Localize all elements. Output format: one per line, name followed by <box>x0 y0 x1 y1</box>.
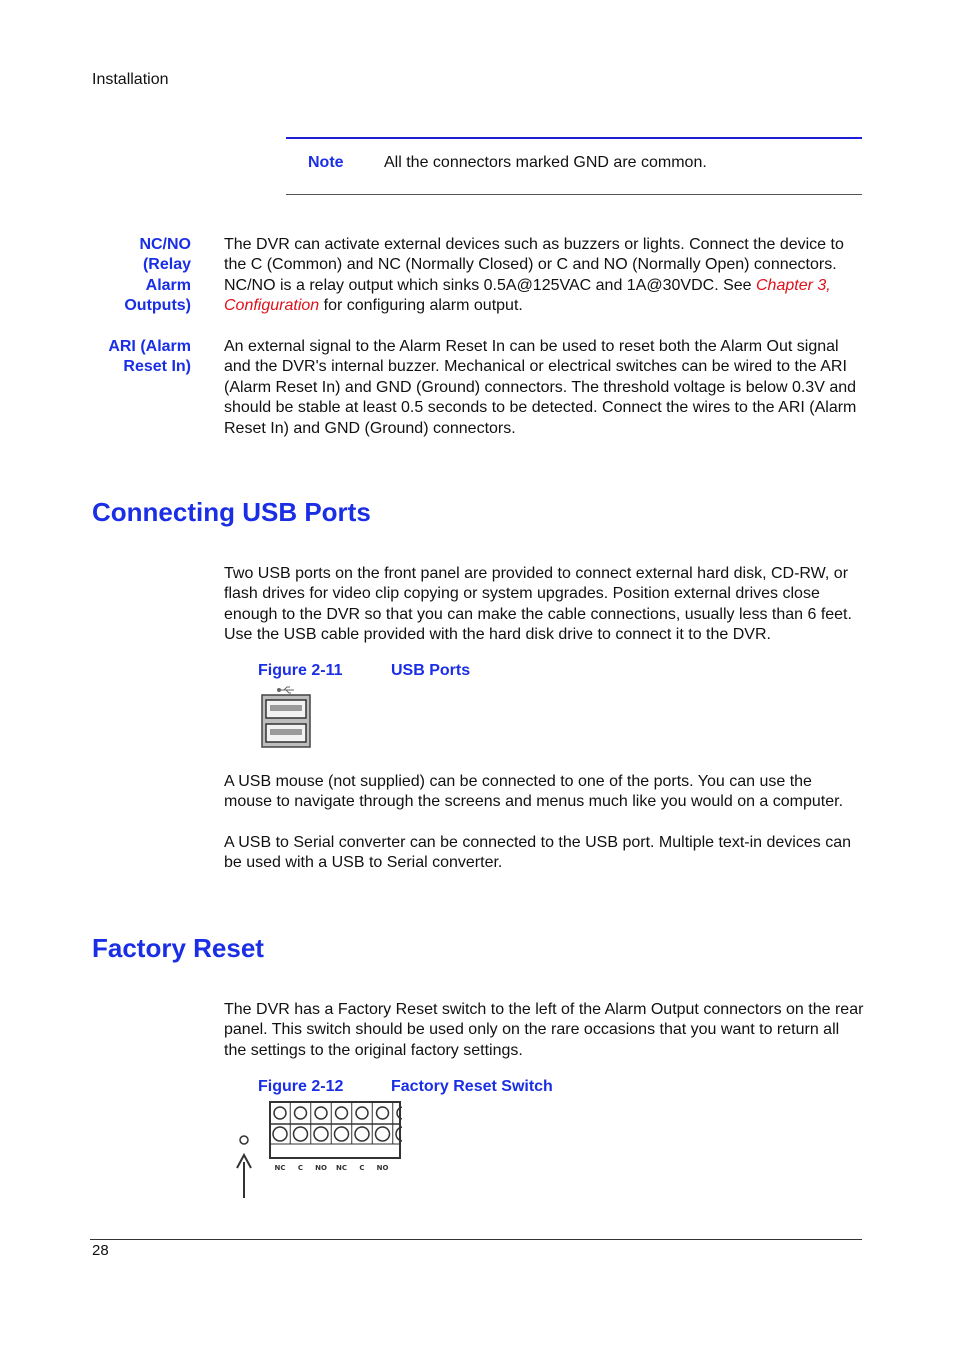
figure-2-12-number: Figure 2-12 <box>258 1078 344 1095</box>
nc-no-label-line: (Relay <box>142 256 191 274</box>
nc-no-label-line: NC/NO <box>139 236 191 253</box>
footer-rule <box>90 1239 862 1240</box>
factory-reset-figure <box>230 1100 402 1204</box>
connector-label: C <box>359 1164 365 1172</box>
arrow-up-icon <box>237 1155 251 1198</box>
page-number: 28 <box>92 1242 109 1259</box>
usb-paragraph-1: Two USB ports on the front panel are provided to connect external hard disk, CD-RW, or flash drives for video clip copying or system upgrades. Position external drives close enough to the DVR so that you can make the cable connections, usually less than 6 feet. Use the USB cable provided with the hard disk drive to connect it to the DVR. <box>224 565 852 644</box>
factory-reset-heading: Factory Reset <box>92 933 264 963</box>
connector-label: C <box>297 1164 304 1172</box>
nc-no-label-line: Outputs) <box>124 297 191 315</box>
note-text: All the connectors marked GND are common. <box>384 154 707 171</box>
usb-paragraph-2: A USB mouse (not supplied) can be connected to one of the ports. You can use the mouse to navigate through the screens and menus much like you would on a computer. <box>224 773 844 811</box>
figure-2-11-title: USB Ports <box>391 662 471 679</box>
ari-paragraph: An external signal to the Alarm Reset In can be used to reset both the Alarm Out signal and the DVR's internal buzzer. Mechanical or electrical switches can be wired to the ARI (Alarm Reset In) and GND (Ground) connectors. The threshold voltage is below 0.3V and should be stable at least 0.5 seconds to be detected. Connect the wires to the ARI (Alarm Reset In) and GND (Ground) connectors. <box>224 338 857 437</box>
factory-reset-paragraph: The DVR has a Factory Reset switch to the left of the Alarm Output connectors on the rear panel. This switch should be used only on the rare occasions that you want to return all the settings to the original factory settings. <box>224 1001 864 1059</box>
reset-switch-hole <box>240 1136 248 1144</box>
connector-label: NO <box>376 1164 389 1172</box>
note-bottom-rule <box>286 194 862 195</box>
usb-symbol-icon <box>278 687 295 693</box>
nc-no-text: The DVR can activate external devices such as buzzers or lights. Connect the device to the C (Common) and NC (Normally Closed) or C and NO (Normally Open) connectors. NC/NO is a relay output which sinks 0.5A@125VAC and 1A@30VDC. See <box>224 236 844 294</box>
note-label: Note <box>308 154 344 171</box>
nc-no-paragraph <box>224 235 864 317</box>
nc-no-side-heading <box>91 235 191 317</box>
figure-2-12-title: Factory Reset Switch <box>391 1078 553 1095</box>
usb-ports-figure <box>258 684 314 750</box>
connector-label: NC <box>274 1164 286 1172</box>
nc-no-label-line: Alarm <box>145 276 191 294</box>
figure-2-11-number: Figure 2-11 <box>258 662 343 679</box>
note-top-rule <box>286 137 862 139</box>
connector-label: NO <box>315 1164 327 1172</box>
usb-section-heading: Connecting USB Ports <box>92 497 371 527</box>
connector-label: NC <box>336 1164 347 1172</box>
usb-paragraph-3: A USB to Serial converter can be connected to the USB port. Multiple text-in devices can be used with a USB to Serial converter. <box>224 834 851 872</box>
running-head: Installation <box>92 71 169 88</box>
ari-label-line: Reset In) <box>123 358 191 376</box>
nc-no-text-end: for configuring alarm output. <box>319 297 523 315</box>
ari-side-heading <box>91 337 191 378</box>
chapter-3-link[interactable]: Chapter 3, Configuration <box>224 276 831 315</box>
ari-label-line: ARI (Alarm <box>108 338 191 355</box>
